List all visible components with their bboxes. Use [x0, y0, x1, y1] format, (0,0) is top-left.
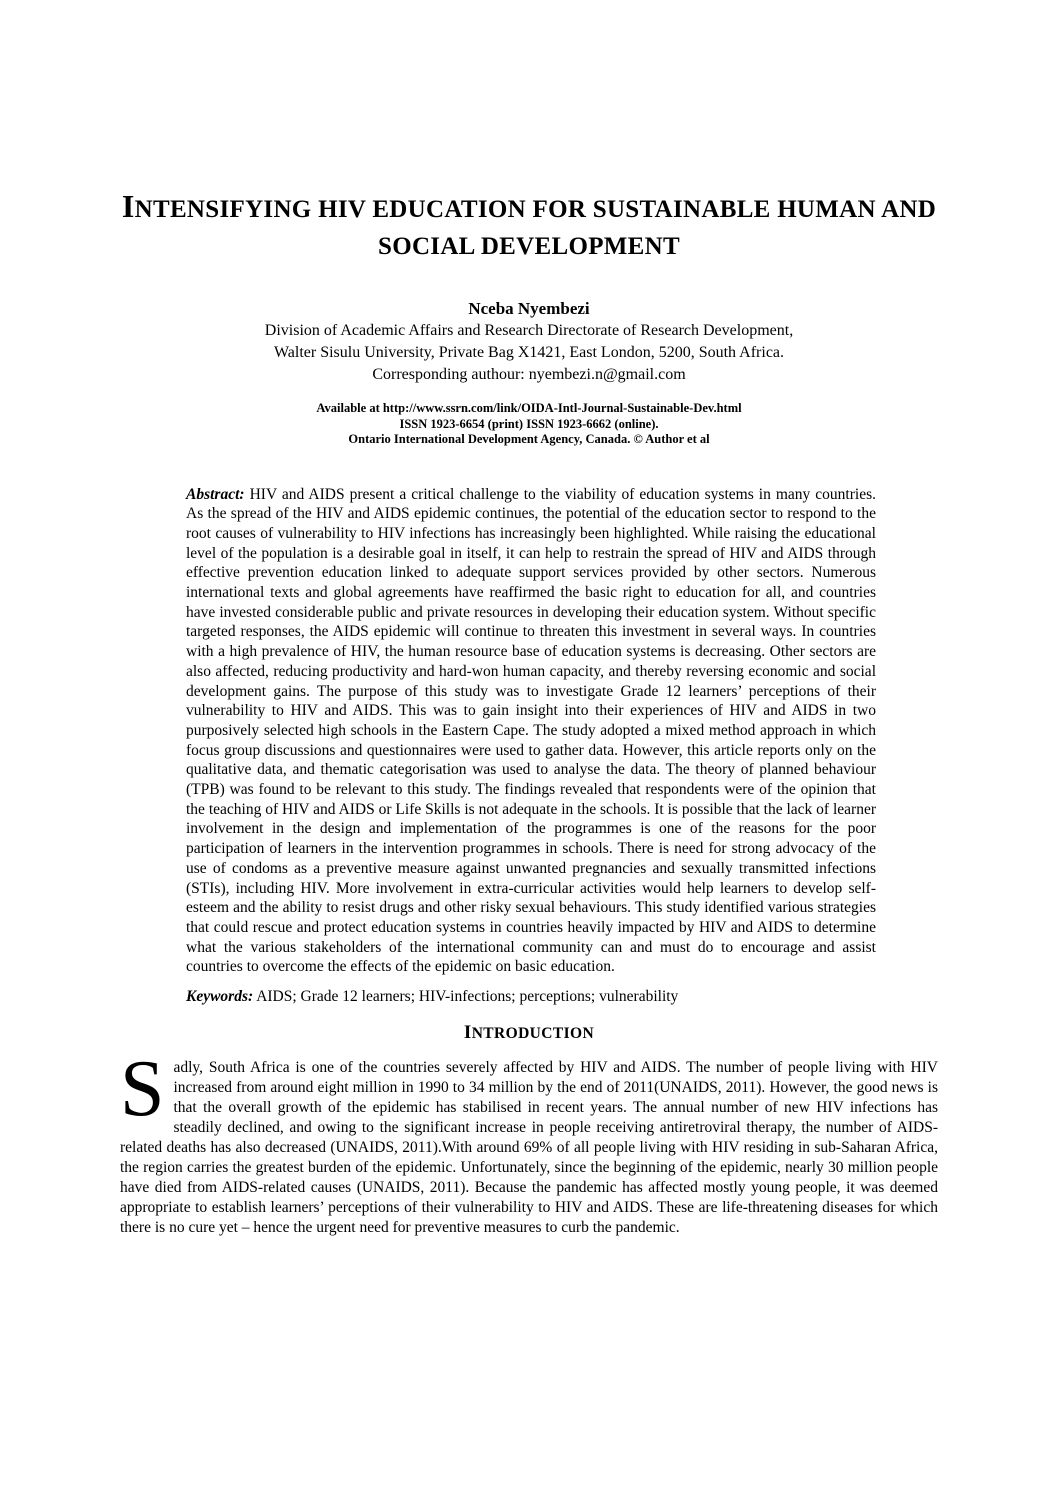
keywords-line: [186, 987, 876, 1007]
paper-title: INTENSIFYING HIV EDUCATION FOR SUSTAINABLE HUMAN AND SOCIAL DEVELOPMENT: [121, 188, 937, 260]
abstract-text: HIV and AIDS present a critical challenge to the viability of education systems in many countries. As the spread of the HIV and AIDS epidemic continues, the potential of the education sector to respond to the root causes of vulnerability to HIV infections has increasingly been highlighted. While raising the educational level of the population is a desirable goal in itself, it can help to restrain the spread of HIV and AIDS through effective prevention education linked to adequate support services provided by other sectors. Numerous international texts and global agreements have reaffirmed the basic right to education for all, and countries have invested considerable public and private resources in developing their education system. Without specific targeted responses, the AIDS epidemic will continue to threaten this investment in several ways. In countries with a high prevalence of HIV, the human resource base of education systems is decreasing. Other sectors are also affected, reducing productivity and hard-won human capacity, and thereby reversing economic and social development gains. The purpose of this study was to investigate Grade 12 learners’ perceptions of their vulnerability to HIV and AIDS. This was to gain insight into their experiences of HIV and AIDS in two purposively selected high schools in the Eastern Cape. The study adopted a mixed method approach in which focus group discussions and questionnaires were used to gather data. However, this article reports only on the qualitative data, and thematic categorisation was used to analyse the data. The theory of planned behaviour (TPB) was found to be relevant to this study. The findings revealed that respondents were of the opinion that the teaching of HIV and AIDS or Life Skills is not adequate in the schools. It is possible that the lack of learner involvement in the design and implementation of the programmes is one of the reasons for the poor participation of learners in the intervention programmes in schools. There is need for strong advocacy of the use of condoms as a preventive measure against unwanted pregnancies and sexually transmitted infections (STIs), including HIV. More involvement in extra-curricular activities would help learners to develop self-esteem and the ability to resist drugs and other risky sexual behaviours. This study identified various strategies that could rescue and protect education systems in countries heavily impacted by HIV and AIDS to determine what the various stakeholders of the international community can and must do to encourage and assist countries to overcome the effects of the epidemic on basic education.: [186, 485, 876, 976]
introduction-heading: INTRODUCTION: [463, 1022, 595, 1044]
author-block: [0, 298, 1058, 386]
issn-line: ISSN 1923-6654 (print) ISSN 1923-6662 (online).: [399, 416, 659, 431]
abstract-label: Abstract:: [186, 485, 245, 503]
author-name: Nceba Nyembezi: [468, 299, 590, 318]
keywords-text: AIDS; Grade 12 learners; HIV-infections; perceptions; vulnerability: [253, 988, 679, 1006]
corresponding-author-line: Corresponding authour: nyembezi.n@gmail.com: [372, 366, 686, 383]
agency-copyright-line: Ontario International Development Agency, Canada. © Author et al: [348, 432, 710, 446]
introduction-text: adly, South Africa is one of the countries severely affected by HIV and AIDS. The number of people living with HIV increased from around eight million in 1990 to 34 million by the end of 2011(UNAIDS, 2011). However, the good news is that the overall growth of the epidemic has stabilised in recent years. The annual number of new HIV infections has steadily declined, and owing to the significant increase in people receiving antiretroviral therapy, the number of AIDS-related deaths has also decreased (UNAIDS, 2011).With around 69% of all people living with HIV residing in sub-Saharan Africa, the region carries the greatest burden of the epidemic. Unfortunately, since the beginning of the epidemic, nearly 30 million people have died from AIDS-related causes (UNAIDS, 2011). Because the pandemic has affected mostly young people, it was deemed appropriate to establish learners’ perceptions of their vulnerability to HIV and AIDS. These are life-threatening diseases for which there is no cure yet – hence the urgent need for preventive measures to curb the pandemic.: [120, 1058, 938, 1236]
availability-line: Available at http://www.ssrn.com/link/OIDA-Intl-Journal-Sustainable-Dev.html: [316, 401, 742, 415]
affiliation-line-1: Division of Academic Affairs and Research Directorate of Research Development,: [264, 322, 794, 339]
abstract-paragraph: [186, 485, 876, 978]
affiliation-line-2: Walter Sisulu University, Private Bag X1421, East London, 5200, South Africa.: [273, 344, 785, 361]
introduction-paragraph: [120, 1044, 938, 1238]
publication-block: [0, 401, 1058, 448]
drop-cap-letter: S: [120, 1044, 165, 1133]
keywords-label: Keywords:: [186, 988, 254, 1006]
